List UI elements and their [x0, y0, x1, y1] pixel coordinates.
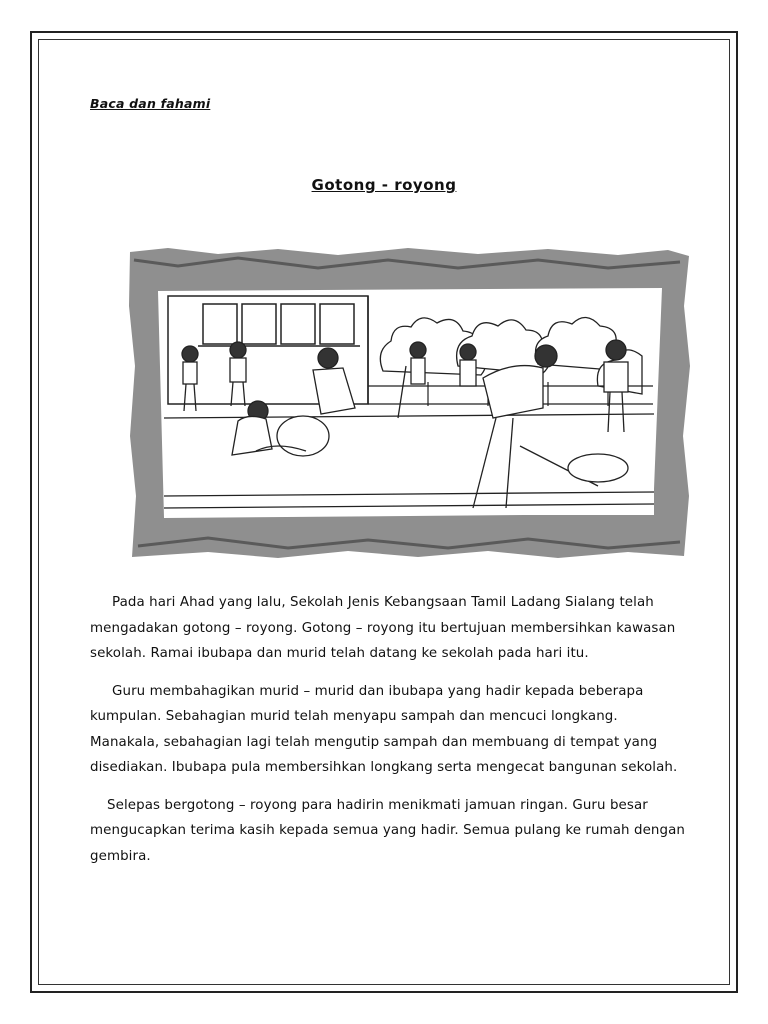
story-paragraph-3: Selepas bergotong – royong para hadirin menikmati jamuan ringan. Guru besar mengucapkan terima kasih kepada semua yang hadir. Semua pulang ke rumah dengan gembira.: [90, 797, 686, 864]
gotong-royong-illustration: [128, 246, 691, 560]
instruction-heading: Baca dan fahami: [90, 96, 211, 111]
story-text: [90, 590, 690, 881]
story-paragraph-2: Guru membahagikan murid – murid dan ibubapa yang hadir kepada beberapa kumpulan. Sebahagian murid telah menyapu sampah dan mencuci longkang. Manakala, sebahagian lagi telah mengutip sampah dan membuang di tempat yang disediakan. Ibubapa pula membersihkan longkang serta mengecat bangunan sekolah.: [90, 683, 678, 775]
story-paragraph-1: Pada hari Ahad yang lalu, Sekolah Jenis Kebangsaan Tamil Ladang Sialang telah mengadakan gotong – royong. Gotong – royong itu bertujuan membersihkan kawasan sekolah. Ramai ibubapa dan murid telah datang ke sekolah pada hari itu.: [90, 595, 676, 661]
page-title: Gotong - royong: [311, 176, 457, 194]
